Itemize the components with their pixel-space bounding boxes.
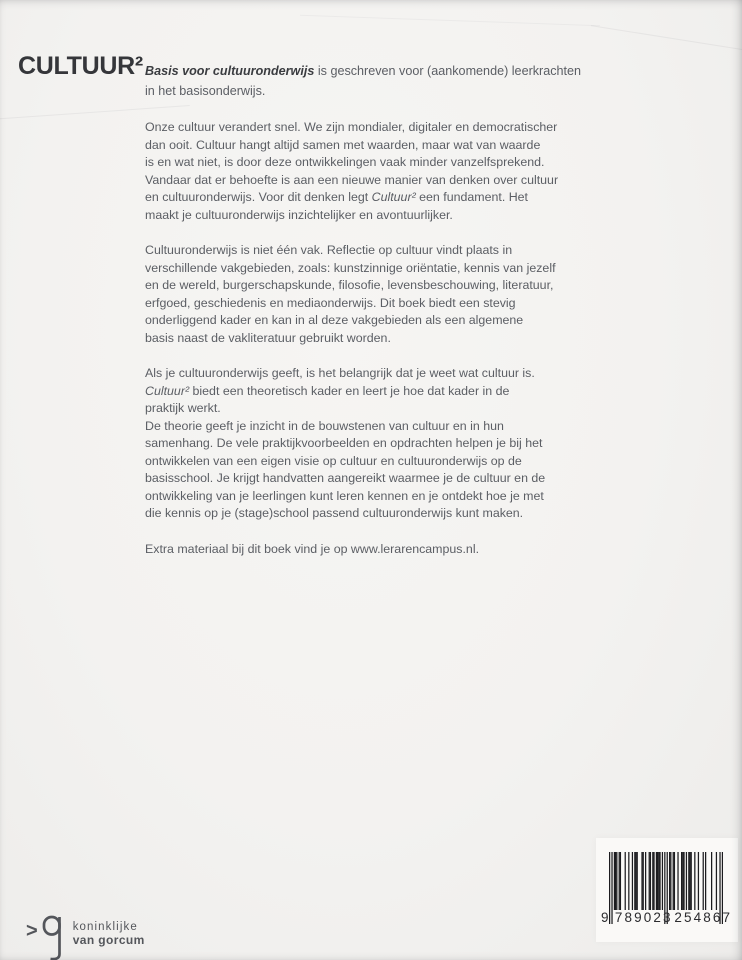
- text-line: maakt je cultuuronderwijs inzichtelijker en avontuurlijker.: [145, 207, 453, 222]
- text-line: basisschool. Je krijgt handvatten aangereikt waarmee je de cultuur en de: [145, 471, 546, 485]
- scan-crease: [591, 25, 742, 52]
- text-line: Extra materiaal bij dit boek vind je op www.lerarencampus.nl.: [145, 541, 480, 556]
- text-line: praktijk werkt.: [145, 401, 221, 415]
- text-line: basis naast de vakliteratuur gebruikt worden.: [145, 330, 391, 345]
- text-line: samenhang. De vele praktijkvoorbeelden en opdrachten helpen je bij het: [145, 436, 543, 450]
- body-paragraph: [145, 541, 595, 559]
- publisher-chevron-icon: >: [26, 920, 38, 942]
- text-line: die kennis op je (stage)school passend cultuuronderwijs kunt maken.: [145, 506, 524, 520]
- body-paragraph: [145, 418, 595, 523]
- body-paragraph: [145, 119, 595, 224]
- body-paragraph: [145, 242, 595, 347]
- text-line: dan ooit. Cultuur hangt altijd samen met waarden, maar wat van waarde: [145, 137, 541, 152]
- barcode-group2: 254867: [674, 910, 733, 925]
- publisher-g-icon: [41, 912, 65, 960]
- text-line: Vandaar dat er behoefte is aan een nieuwe manier van denken over cultuur: [145, 172, 559, 187]
- text-line: verschillende vakgebieden, zoals: kunstzinnige oriëntatie, kennis van jezelf: [145, 260, 556, 275]
- text-line: in het basisonderwijs.: [145, 83, 266, 98]
- scan-crease: [0, 105, 190, 120]
- barcode-digits: [601, 910, 733, 925]
- scan-crease: [300, 15, 600, 26]
- book-title: CULTUUR²: [18, 52, 143, 80]
- text-line: De theorie geeft je inzicht in de bouwstenen van cultuur en in hun: [145, 418, 504, 433]
- back-cover-text: [145, 119, 595, 558]
- publisher-name: [73, 921, 145, 960]
- publisher-name-line1: koninklijke: [72, 921, 138, 933]
- barcode-group1: 789023: [614, 910, 673, 925]
- text-line: Als je cultuuronderwijs geeft, is het belangrijk dat je weet wat cultuur is.: [145, 366, 535, 380]
- publisher-name-line2: van gorcum: [72, 933, 145, 947]
- text-line: is en wat niet, is door deze ontwikkelingen vaak minder vanzelfsprekend.: [145, 155, 545, 169]
- text-line: erfgoed, geschiedenis en mediaonderwijs. Dit boek biedt een stevig: [145, 295, 516, 310]
- text-line: Cultuuronderwijs is niet één vak. Reflectie op cultuur vindt plaats in: [145, 243, 513, 257]
- body-paragraph: [145, 365, 595, 418]
- text-line: onderliggend kader en kan in al deze vakgebieden als een algemene: [145, 313, 524, 327]
- barcode-lead-digit: 9: [601, 910, 609, 925]
- isbn-barcode: [596, 838, 738, 942]
- book-tagline: [145, 62, 585, 101]
- text-line: en cultuuronderwijs. Voor dit denken legt Cultuur² een fundament. Het: [145, 190, 528, 204]
- text-line: ontwikkeling van je leerlingen kunt leren kennen en je ontdekt hoe je met: [145, 488, 544, 503]
- text-line: ontwikkelen van een eigen visie op cultuur en cultuuronderwijs op de: [145, 453, 522, 468]
- text-line: Cultuur² biedt een theoretisch kader en leert je hoe dat kader in de: [145, 383, 510, 398]
- text-line: Basis voor cultuuronderwijs is geschreven voor (aankomende) leerkrachten: [145, 64, 582, 78]
- publisher-logo: [26, 909, 145, 960]
- text-line: en de wereld, burgerschapskunde, filosofie, levensbeschouwing, literatuur,: [145, 278, 554, 292]
- text-line: Onze cultuur verandert snel. We zijn mondialer, digitaler en democratischer: [145, 120, 558, 134]
